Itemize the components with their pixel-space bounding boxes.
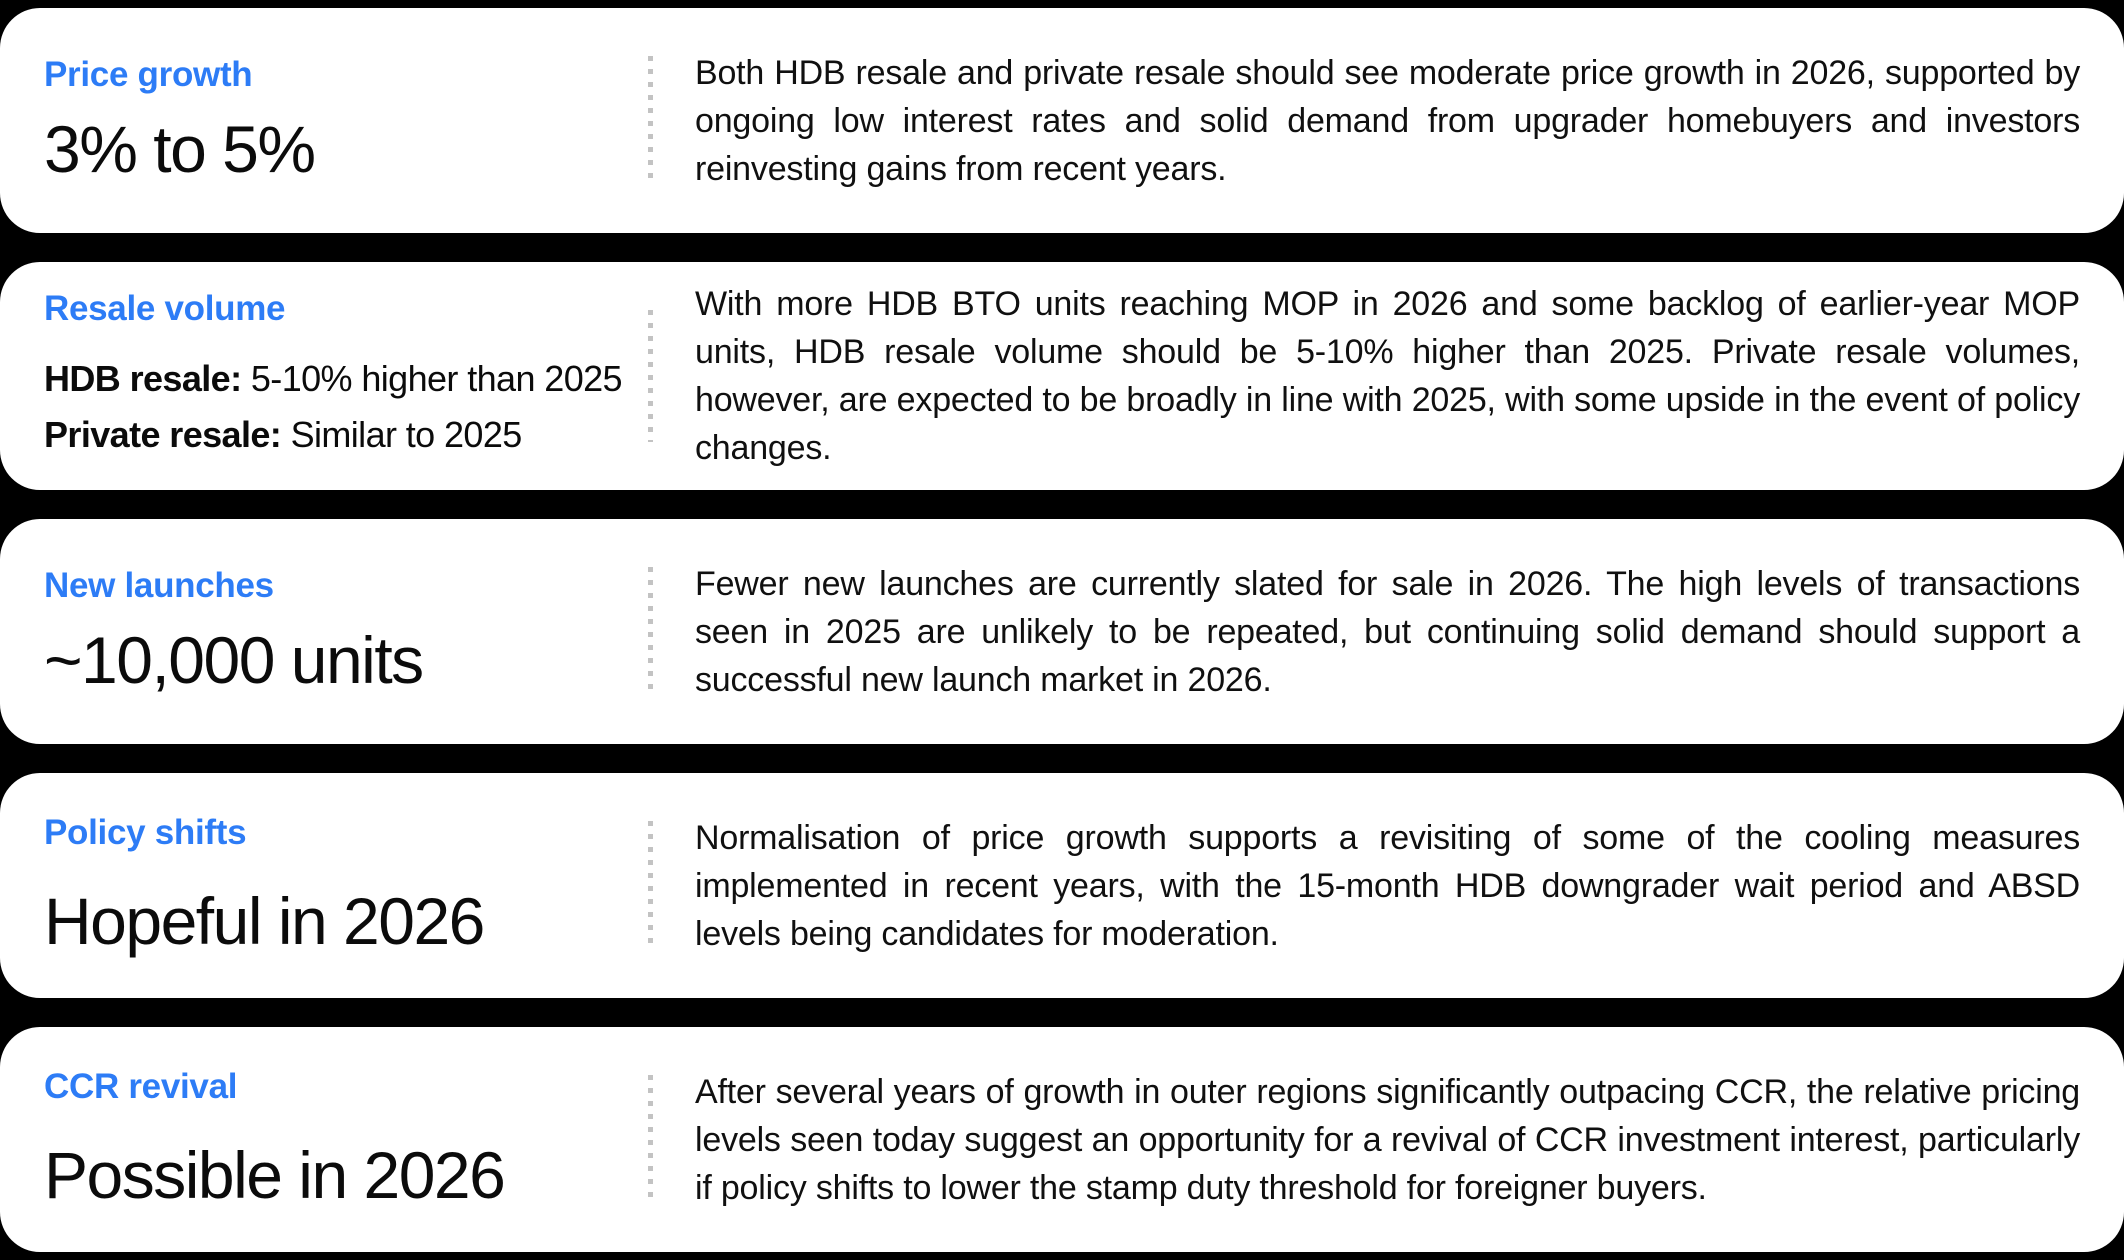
card-left-column (0, 1067, 648, 1213)
card-value: ~10,000 units (44, 622, 423, 697)
kv-label: Private resale: (44, 414, 282, 455)
card-value: Hopeful in 2026 (44, 883, 484, 958)
card-description: Both HDB resale and private resale should see moderate price growth in 2026, supported by ongoing low interest rates and solid demand from upgrader homebuyers and investors reinvesting gains from recent years. (695, 53, 2080, 188)
kv-label: HDB resale: (44, 358, 242, 400)
card-heading: Price growth (44, 54, 253, 94)
card-ccr-revival (0, 1027, 2124, 1252)
card-heading: Resale volume (44, 289, 286, 329)
card-key-values (44, 351, 638, 463)
card-value: 3% to 5% (44, 111, 315, 186)
card-left-column (0, 289, 648, 463)
card-description: Fewer new launches are currently slated for sale in 2026. The high levels of transactions seen in 2025 are unlikely to be repeated, but continuing solid demand should support a successful new launch market in 2026. (695, 564, 2080, 699)
card-description: Normalisation of price growth supports a revisiting of some of the cooling measures implemented in recent years, with the 15-month HDB downgrader wait period and ABSD levels being candidates for moderation. (695, 818, 2080, 953)
card-left-column (0, 813, 648, 959)
card-left-column (0, 566, 648, 698)
card-new-launches (0, 519, 2124, 744)
kv-line-private-resale (44, 407, 638, 463)
card-price-growth (0, 8, 2124, 233)
card-heading: Policy shifts (44, 812, 247, 852)
kv-text: 5-10% higher than 2025 (241, 358, 622, 400)
kv-line-hdb-resale (44, 351, 638, 407)
card-resale-volume (0, 262, 2124, 490)
card-heading: New launches (44, 565, 274, 605)
card-value: Possible in 2026 (44, 1137, 505, 1212)
card-left-column (0, 55, 648, 187)
card-heading: CCR revival (44, 1066, 238, 1106)
card-description: With more HDB BTO units reaching MOP in 2026 and some backlog of earlier-year MOP units, HDB resale volume should be 5-10% higher than 2025. Private resale volumes, however, are expected to be broadly in line with 2025, with some upside in the event of policy changes. (695, 285, 2080, 467)
card-description: After several years of growth in outer regions significantly outpacing CCR, the relative pricing levels seen today suggest an opportunity for a revival of CCR investment interest, particularly if policy shifts to lower the stamp duty threshold for foreigner buyers. (695, 1072, 2080, 1207)
kv-text: Similar to 2025 (281, 414, 522, 455)
card-policy-shifts (0, 773, 2124, 998)
